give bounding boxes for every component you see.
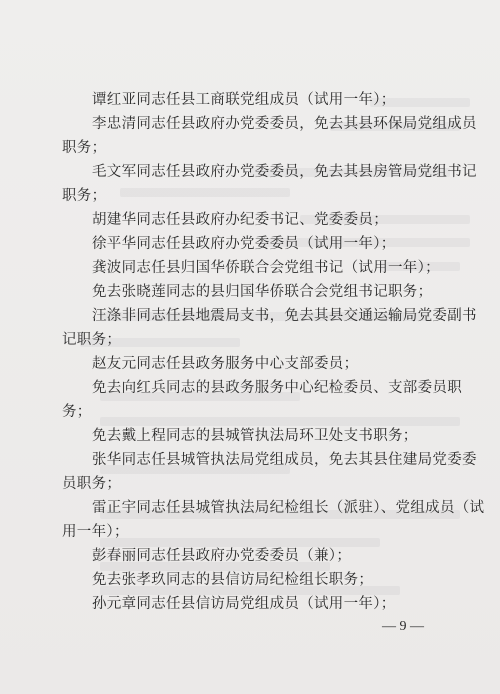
text-line-19: 用一年）； <box>62 524 129 540</box>
text-line-3: 职务； <box>62 140 107 156</box>
text-line-18: 雷正宇同志任县城管执法局纪检组长（派驻）、党组成员（试 <box>92 500 485 516</box>
text-line-12: 赵友元同志任县政务服务中心支部委员； <box>92 356 359 372</box>
text-line-16: 张华同志任县城管执法局党组成员，免去其县住建局党委委 <box>92 452 477 468</box>
text-line-8: 龚波同志任县归国华侨联合会党组书记（试用一年）； <box>92 260 440 276</box>
text-line-4: 毛文军同志任县政府办党委委员，免去其县房管局党组书记 <box>92 164 477 180</box>
text-line-20: 彭春丽同志任县政府办党委委员（兼）； <box>92 548 352 564</box>
text-line-1: 谭红亚同志任县工商联党组成员（试用一年）； <box>92 92 396 108</box>
text-line-22: 孙元章同志任县信访局党组成员（试用一年）； <box>92 596 396 612</box>
text-line-17: 员职务； <box>62 476 122 492</box>
text-line-6: 胡建华同志任县政府办纪委书记、党委委员； <box>92 212 388 228</box>
text-line-14: 务； <box>62 404 92 420</box>
text-line-2: 李忠清同志任县政府办党委委员，免去其县环保局党组成员 <box>92 116 477 132</box>
text-line-21: 免去张孝玖同志的县信访局纪检组长职务； <box>92 572 374 588</box>
page-number: — 9 — <box>382 619 424 634</box>
text-line-9: 免去张晓莲同志的县归国华侨联合会党组书记职务； <box>92 284 433 300</box>
text-line-5: 职务； <box>62 188 107 204</box>
text-line-10: 汪涤非同志任县地震局支书，免去其县交通运输局党委副书 <box>92 308 477 324</box>
text-line-13: 免去向红兵同志的县政务服务中心纪检委员、支部委员职 <box>92 380 462 396</box>
text-line-15: 免去戴上程同志的县城管执法局环卫处支书职务； <box>92 428 418 444</box>
text-line-11: 记职务； <box>62 332 122 348</box>
text-line-7: 徐平华同志任县政府办党委委员（试用一年）； <box>92 236 396 252</box>
